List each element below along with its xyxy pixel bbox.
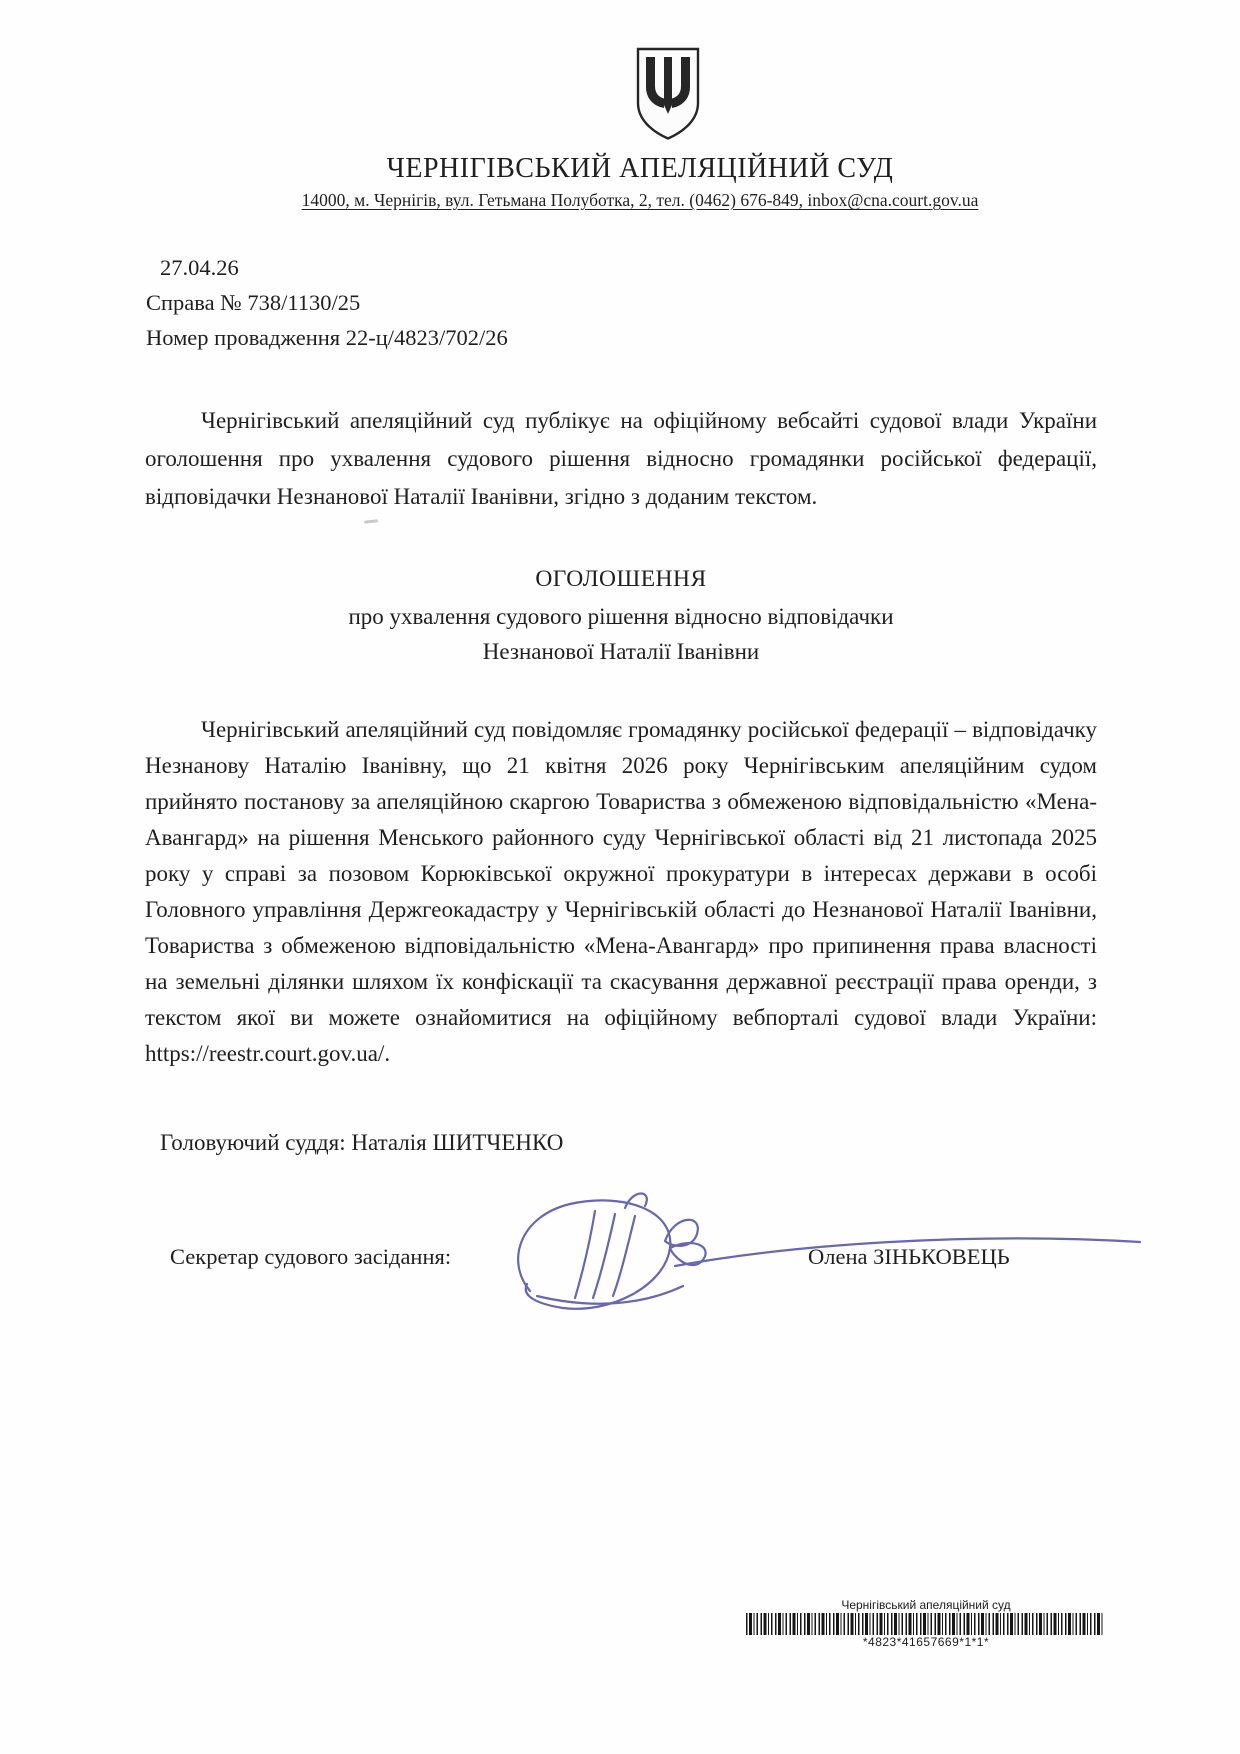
secretary-name: Олена ЗІНЬКОВЕЦЬ [808,1244,1010,1269]
announcement-subtitle-line1: про ухвалення судового рішення відносно відповідачки [348,604,894,629]
case-meta-block [146,250,508,355]
letterhead [120,46,1160,211]
proceeding-number: Номер провадження 22-ц/4823/702/26 [146,325,508,350]
ukraine-trident-icon [633,46,703,147]
document-date: 27.04.26 [160,255,239,280]
court-address-line: 14000, м. Чернігів, вул. Гетьмана Полуботка, 2, тел. (0462) 676-849, inbox@cna.court.gov.ua [301,190,979,210]
intro-paragraph: Чернігівський апеляційний суд публікує на офіційному вебсайті судової влади України оголошення про ухвалення судового рішення відносно громадянки російської федерації, відповідачки Незнанової Наталії Іванівни, згідно з доданим текстом. [145,408,1097,509]
announcement-title: ОГОЛОШЕННЯ [535,566,707,592]
court-name: ЧЕРНІГІВСЬКИЙ АПЕЛЯЦІЙНИЙ СУД [386,153,894,184]
secretary-label: Секретар судового засідання: [170,1244,452,1269]
presiding-judge-line: Головуючий суддя: Наталія ШИТЧЕНКО [160,1130,564,1155]
barcode-court-label: Чернігівський апеляційний суд [841,1598,1011,1612]
barcode-number: *4823*41657669*1*1* [862,1635,990,1649]
announcement-body-paragraph: Чернігівський апеляційний суд повідомляє громадянку російської федерації – відповідачку Незнанову Наталію Іванівну, що 21 квітня 2026 року Чернігівським апеляційним судом прийнято постанову за апеляційною скаргою Товариства з обмеженою відповідальністю «Мена-Авангард» на рішення Менського районного суду Чернігівської області від 21 листопада 2025 року у справі за позовом Корюківської окружної прокуратури в інтересах держави в особі Головного управління Держгеокадастру у Чернігівській області до Незнанової Наталії Іванівни, Товариства з обмеженою відповідальністю «Мена-Авангард» про припинення права власності на земельні ділянки шляхом їх конфіскації та скасування державної реєстрації права оренди, з текстом якої ви можете ознайомитися на офіційному вебпорталі судової влади України: https://reestr.court.gov.ua/. [145,717,1097,1066]
scan-artifact-mark [364,519,378,523]
registration-barcode-block [746,1598,1106,1649]
announcement-subtitle-line2: Незнанової Наталії Іванівни [482,639,760,664]
case-number: Справа № 738/1130/25 [146,290,361,315]
barcode-icon [746,1613,1104,1635]
